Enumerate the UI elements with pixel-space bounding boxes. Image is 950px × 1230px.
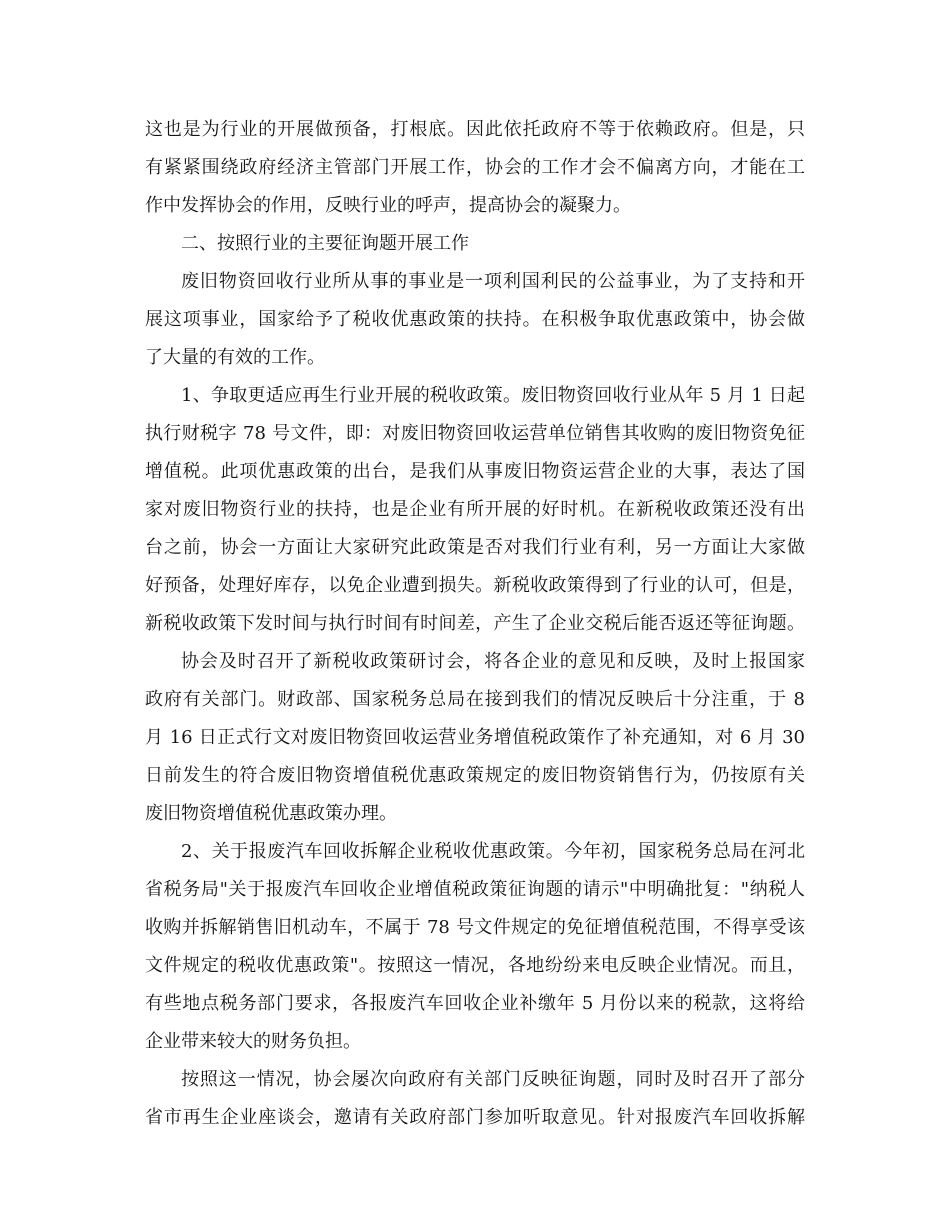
paragraph-line: 文件规定的税收优惠政策"。按照这一情况，各地纷纷来电反映企业情况。而且， [145,955,805,976]
paragraph-line: 展这项事业，国家给予了税收优惠政策的扶持。在积极争取优惠政策中，协会做 [145,309,805,330]
paragraph-line: 台之前，协会一方面让大家研究此政策是否对我们行业有利，另一方面让大家做 [145,537,805,558]
paragraph-line: 废旧物资回收行业所从事的事业是一项利国利民的公益事业，为了支持和开 [181,271,805,292]
paragraph-line: 省市再生企业座谈会，邀请有关政府部门参加听取意见。针对报废汽车回收拆解 [145,1107,805,1128]
paragraph-line: 新税收政策下发时间与执行时间有时间差，产生了企业交税后能否返还等征询题。 [145,613,805,634]
paragraph-line: 日前发生的符合废旧物资增值税优惠政策规定的废旧物资销售行为，仍按原有关 [145,765,805,786]
paragraph-line: 这也是为行业的开展做预备，打根底。因此依托政府不等于依赖政府。但是，只 [145,119,805,140]
paragraph-line: 月 16 日正式行文对废旧物资回收运营业务增值税政策作了补充通知，对 6 月 30 [145,727,805,748]
section-heading [145,225,805,263]
paragraph [145,643,805,833]
paragraph-line: 有些地点税务部门要求，各报废汽车回收企业补缴年 5 月份以来的税款，这将给 [145,993,805,1014]
paragraph-line: 协会及时召开了新税收政策研讨会，将各企业的意见和反映，及时上报国家 [181,651,805,672]
paragraph [145,1061,805,1137]
paragraph-line: 1、争取更适应再生行业开展的税收政策。废旧物资回收行业从年 5 月 1 日起 [181,385,805,406]
paragraph-line: 有紧紧围绕政府经济主管部门开展工作，协会的工作才会不偏离方向，才能在工 [145,157,805,178]
paragraph-line: 收购并拆解销售旧机动车，不属于 78 号文件规定的免征增值税范围，不得享受该 [145,917,805,938]
paragraph-line: 废旧物资增值税优惠政策办理。 [145,803,397,824]
paragraph [145,111,805,225]
paragraph-line: 省税务局"关于报废汽车回收企业增值税政策征询题的请示"中明确批复："纳税人 [145,879,805,900]
paragraph-line: 增值税。此项优惠政策的出台，是我们从事废旧物资运营企业的大事，表达了国 [145,461,805,482]
paragraph-line: 作中发挥协会的作用，反映行业的呼声，提高协会的凝聚力。 [145,195,631,216]
document-body [145,111,805,1137]
paragraph-line: 企业带来较大的财务负担。 [145,1031,361,1052]
paragraph-line: 了大量的有效的工作。 [145,347,325,368]
section-heading-text: 二、按照行业的主要征询题开展工作 [181,233,469,254]
paragraph-line: 家对废旧物资行业的扶持，也是企业有所开展的好时机。在新税收政策还没有出 [145,499,805,520]
paragraph-line: 执行财税字 78 号文件，即：对废旧物资回收运营单位销售其收购的废旧物资免征 [145,423,805,444]
paragraph-line: 政府有关部门。财政部、国家税务总局在接到我们的情况反映后十分注重，于 8 [145,689,805,710]
paragraph-line: 好预备，处理好库存，以免企业遭到损失。新税收政策得到了行业的认可，但是， [145,575,805,596]
paragraph-line: 按照这一情况，协会屡次向政府有关部门反映征询题，同时及时召开了部分 [181,1069,805,1090]
paragraph [145,263,805,377]
paragraph [145,833,805,1061]
paragraph [145,377,805,643]
paragraph-line: 2、关于报废汽车回收拆解企业税收优惠政策。今年初，国家税务总局在河北 [181,841,805,862]
